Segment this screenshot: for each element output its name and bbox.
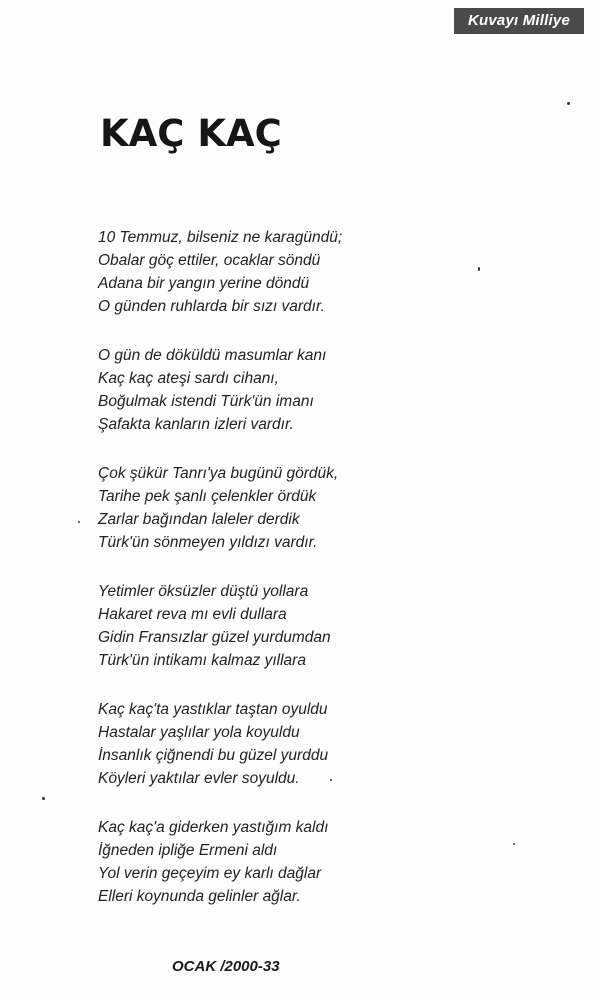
poem-line: Köyleri yaktılar evler soyuldu. [98,770,300,787]
poem-line: Boğulmak istendi Türk'ün imanı [98,393,314,410]
issue-footer: OCAK /2000-33 [172,958,280,975]
poem-line: Çok şükür Tanrı'ya bugünü gördük, [98,465,339,482]
stanza [98,344,518,436]
stanza [98,816,518,908]
section-badge: Kuvayı Milliye [454,8,584,34]
poem-line: O günden ruhlarda bir sızı vardır. [98,298,325,315]
poem-line: O gün de döküldü masumlar kanı [98,347,327,364]
poem-line: Obalar göç ettiler, ocaklar söndü [98,252,321,269]
scan-speck [42,797,45,800]
poem-line: Hastalar yaşlılar yola koyuldu [98,724,300,741]
poem-line: Türk'ün sönmeyen yıldızı vardır. [98,534,318,551]
scan-speck [330,779,332,781]
poem-line: Gidin Fransızlar güzel yurdumdan [98,629,331,646]
poem-line: Kaç kaç ateşi sardı cihanı, [98,370,279,387]
poem-line: 10 Temmuz, bilseniz ne karagündü; [98,229,343,246]
poem-line: Tarihe pek şanlı çelenkler ördük [98,488,317,505]
poem-body [98,226,518,934]
poem-line: İnsanlık çiğnendi bu güzel yurddu [98,747,329,764]
poem-title: KAÇ KAÇ [100,112,282,155]
stanza [98,462,518,554]
stanza [98,226,518,318]
poem-line: Hakaret reva mı evli dullara [98,606,287,623]
stanza [98,698,518,790]
poem-line: Adana bir yangın yerine döndü [98,275,310,292]
scan-speck [567,102,570,105]
stanza [98,580,518,672]
poem-line: Yol verin geçeyim ey karlı dağlar [98,865,322,882]
poem-line: Türk'ün intikamı kalmaz yıllara [98,652,306,669]
poem-line: Şafakta kanların izleri vardır. [98,416,294,433]
scan-speck [78,521,80,523]
scan-speck [478,267,480,271]
poem-line: İğneden ipliğe Ermeni aldı [98,842,278,859]
poem-line: Kaç kaç'a giderken yastığım kaldı [98,819,329,836]
poem-line: Yetimler öksüzler düştü yollara [98,583,309,600]
scan-speck [513,843,515,845]
poem-line: Kaç kaç'ta yastıklar taştan oyuldu [98,701,328,718]
poem-line: Zarlar bağından laleler derdik [98,511,300,528]
poem-line: Elleri koynunda gelinler ağlar. [98,888,301,905]
